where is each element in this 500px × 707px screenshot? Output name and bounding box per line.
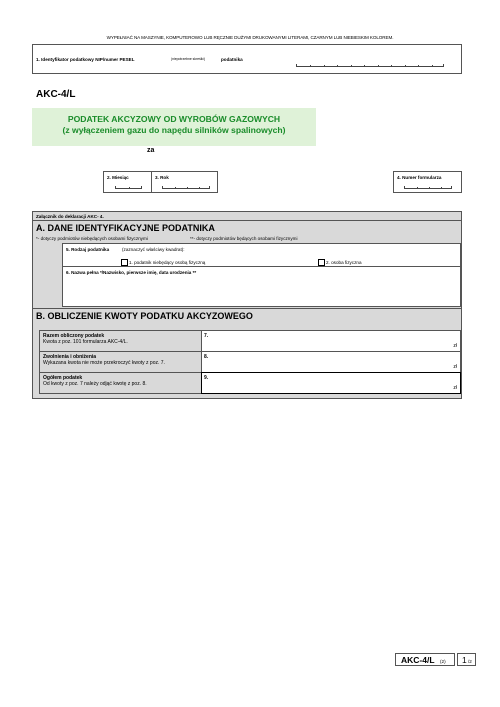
section-a-note1: *- dotyczy podmiotów niebędących osobami fizycznymi (36, 236, 148, 241)
option-legal-entity: 1. podatnik niebędący osobą fizyczną (129, 260, 206, 265)
full-name-label: 6. Nazwa pełna */Nazwisko, pierwsze imię, data urodzenia ** (66, 270, 197, 275)
footer-code: AKC-4/L (401, 655, 435, 665)
attachment-label: Załącznik do deklaracji AKC- 4. (36, 214, 104, 219)
form-title-box (32, 108, 316, 146)
fill-instruction: WYPEŁNIAĆ NA MASZYNIE, KOMPUTEROWO LUB RĘCZNIE DUŻYMI DRUKOWANYMI LITERAMI, CZARNYM LUB NIEBIESKIM KOLOREM. (106, 35, 394, 40)
row-8-desc: Wykazana kwota nie może przekroczyć kwoty z poz. 7. (43, 360, 165, 366)
period-za: za (147, 147, 155, 154)
row-9-description (39, 372, 202, 394)
section-a-note2: **- dotyczy podmiotów będących osobami fizycznymi (190, 236, 298, 241)
taxpayer-type-note: (zaznaczyć właściwy kwadrat): (122, 247, 185, 252)
section-b-title: B. OBLICZENIE KWOTY PODATKU AKCYZOWEGO (36, 311, 253, 321)
row-9-title: Ogółem podatek (43, 375, 83, 381)
row-7-title: Razem obliczony podatek (43, 333, 105, 339)
footer-form-code (395, 653, 455, 666)
form-number-label: 4. Numer formularza (397, 175, 442, 180)
form-code: AKC-4/L (36, 89, 76, 100)
taxpayer-id-suffix: podatnika (221, 57, 243, 62)
taxpayer-id-input[interactable] (296, 64, 444, 67)
row-9-unit: zł (453, 385, 457, 391)
form-number-field[interactable] (393, 171, 462, 193)
row-8-number: 8. (204, 354, 209, 360)
row-8-unit: zł (453, 364, 457, 370)
section-a-title: A. DANE IDENTYFIKACYJNE PODATNIKA (36, 223, 215, 233)
row-7-desc: Kwota z poz. 101 formularza AKC-4/L. (43, 339, 128, 345)
taxpayer-type-label: 5. Rodzaj podatnika (66, 247, 110, 252)
attachment-strip (32, 211, 462, 221)
checkbox-natural-person[interactable] (318, 259, 325, 266)
taxpayer-id-box (32, 44, 462, 74)
section-a (32, 221, 462, 309)
row-8-description (39, 351, 202, 373)
year-label: 3. Rok (155, 175, 169, 180)
option-natural-person: 2. osoba fizyczna (326, 260, 362, 265)
form-title-line2: (z wyłączeniem gazu do napędu silników spalinowych) (62, 125, 286, 135)
checkbox-legal-entity[interactable] (121, 259, 128, 266)
month-label: 2. Miesiąc (107, 175, 129, 180)
row-7-description (39, 330, 202, 352)
row-9-desc: Od kwoty z poz. 7 należy odjąć kwotę z poz. 8. (43, 381, 147, 387)
row-8-title: Zwolnienia i obniżenia (43, 354, 97, 360)
month-field[interactable] (103, 171, 152, 193)
form-title-line1: PODATEK AKCYZOWY OD WYROBÓW GAZOWYCH (67, 114, 281, 124)
row-7-number: 7. (204, 333, 209, 339)
footer-page-number (457, 653, 476, 666)
taxpayer-id-note: (niepotrzebne skreślić) (171, 57, 206, 61)
footer-page-total: /2 (468, 659, 472, 664)
taxpayer-id-label: 1. Identyfikator podatkowy NIP/numer PESEL (36, 57, 135, 62)
row-9-input[interactable] (201, 372, 461, 394)
row-7-input[interactable] (201, 330, 461, 352)
footer-code-sub: (2) (440, 659, 446, 664)
section-b (32, 309, 462, 399)
row-7-unit: zł (453, 343, 457, 349)
footer-page: 1 (462, 655, 467, 665)
year-field[interactable] (151, 171, 218, 193)
taxpayer-type-field (62, 243, 461, 267)
row-9-number: 9. (204, 375, 209, 381)
row-8-input[interactable] (201, 351, 461, 373)
full-name-field[interactable] (62, 266, 461, 307)
